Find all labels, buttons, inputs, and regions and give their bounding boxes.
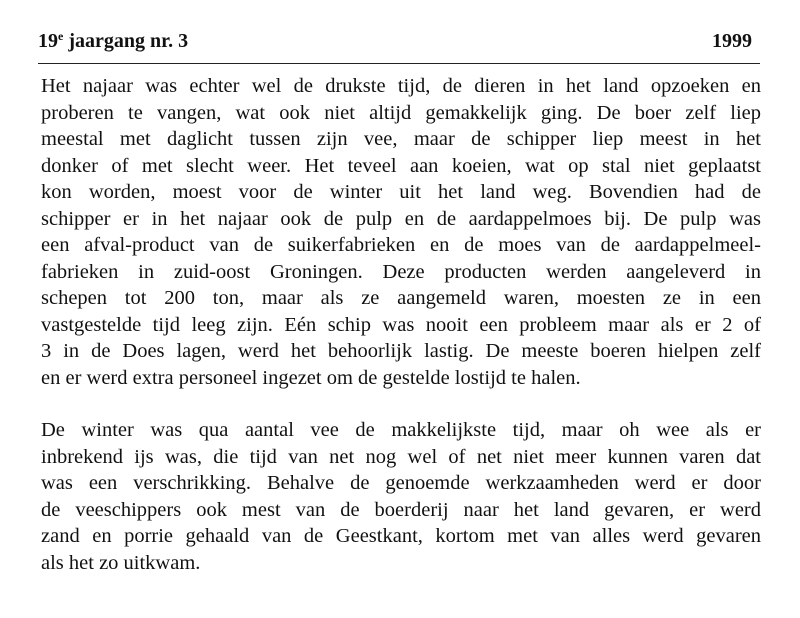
- paragraph-gap: [41, 391, 761, 417]
- text-line: meestal met daglicht tussen zijn vee, maar de schipper liep meest in het: [41, 128, 761, 150]
- text-line: Het najaar was echter wel de drukste tijd, de dieren in het land opzoeken en: [41, 75, 761, 97]
- page-header: [38, 30, 760, 58]
- text-line: donker of met slecht weer. Het teveel aan koeien, wat op stal niet geplaatst: [41, 154, 761, 177]
- paragraph-1: [41, 73, 761, 391]
- header-rule: [38, 63, 760, 64]
- paragraph-2: [41, 417, 761, 576]
- text-line: De winter was qua aantal vee de makkelijkste tijd, maar oh wee als er: [41, 419, 761, 441]
- text-line: proberen te vangen, wat ook niet altijd gemakkelijk ging. De boer zelf liep: [41, 101, 761, 124]
- text-line: schepen tot 200 ton, maar als ze aangemeld waren, moesten ze in een: [41, 287, 761, 309]
- text-line: 3 in de Does lagen, werd het behoorlijk lastig. De meeste boeren hielpen zelf: [41, 340, 761, 362]
- text-line: zand en porrie gehaald van de Geestkant, kortom met van alles werd gevaren: [41, 525, 761, 547]
- text-line: vastgestelde tijd leeg zijn. Eén schip was nooit een probleem maar als er 2 of: [41, 313, 761, 336]
- text-line: schipper er in het najaar ook de pulp en de aardappelmoes bij. De pulp was: [41, 207, 761, 230]
- text-line: kon worden, moest voor de winter uit het land weg. Bovendien had de: [41, 181, 761, 203]
- text-line: was een verschrikking. Behalve de genoemde werkzaamheden werd er door: [41, 472, 761, 494]
- article-body: [41, 73, 761, 576]
- text-line: fabrieken in zuid-oost Groningen. Deze producten werden aangeleverd in: [41, 260, 761, 283]
- text-line: en er werd extra personeel ingezet om de gestelde lostijd te halen.: [41, 366, 581, 389]
- issue-rest: jaargang nr. 3: [63, 30, 189, 52]
- year-label: 1999: [712, 30, 752, 52]
- issue-suffix: e: [58, 29, 64, 43]
- issue-number: 19: [38, 30, 58, 52]
- text-line: als het zo uitkwam.: [41, 551, 201, 574]
- issue-label: [38, 30, 188, 53]
- text-line: een afval-product van de suikerfabrieken en de moes van de aardappelmeel-: [41, 234, 761, 256]
- text-line: de veeschippers ook mest van de boerderij naar het land gevaren, er werd: [41, 498, 761, 521]
- text-line: inbrekend ijs was, die tijd van net nog wel of net niet meer kunnen varen dat: [41, 445, 761, 468]
